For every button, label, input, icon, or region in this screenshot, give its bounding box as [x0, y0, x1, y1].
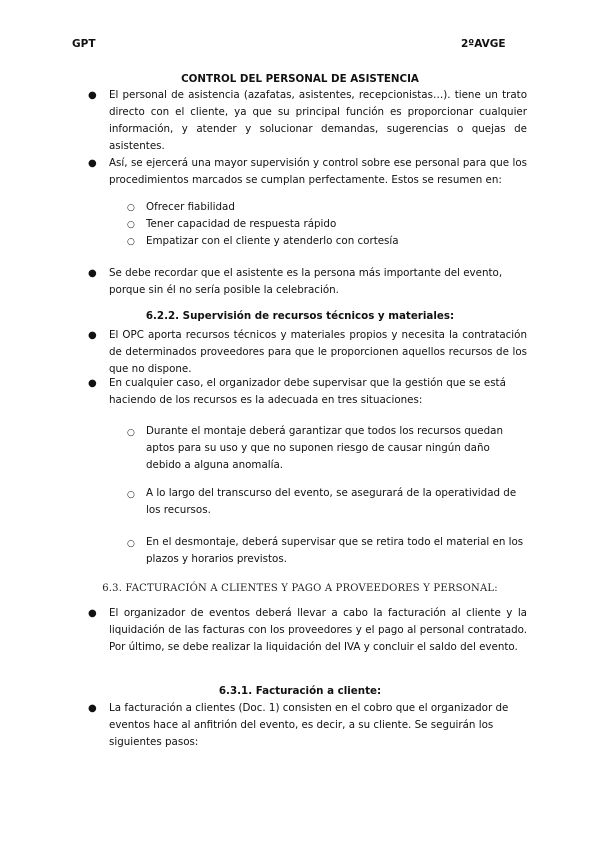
bullet-icon: ● [88, 608, 97, 619]
bullet-icon: ● [88, 90, 97, 101]
circle-bullet-icon: ○ [127, 539, 135, 549]
sub-item: Durante el montaje deberá garantizar que todos los recursos quedan aptos para su uso y que no suponen riesgo de causar ningún daño debido a alguna anomalía. [146, 425, 504, 471]
header-right: 2ºAVGE [461, 38, 506, 50]
circle-bullet-icon: ○ [127, 490, 135, 500]
sub-item: Tener capacidad de respuesta rápido [146, 218, 337, 230]
bullet-icon: ● [88, 703, 97, 714]
paragraph-personal: El personal de asistencia (azafatas, asistentes, recepcionistas…). tiene un trato directo con el cliente, ya que su principal función es proporcionar cualquier información, y atender y solucionar demandas, sugerencias o quejas de asistentes. [109, 89, 527, 152]
paragraph-gestion: En cualquier caso, el organizador debe supervisar que la gestión que se está haciendo de los recursos es la adecuada en tres situaciones: [109, 377, 506, 406]
paragraph-asistente: Se debe recordar que el asistente es la persona más importante del evento, porque sin él no sería posible la celebración. [109, 267, 503, 296]
circle-bullet-icon: ○ [127, 220, 135, 230]
bullet-icon: ● [88, 268, 97, 279]
sub-item: Ofrecer fiabilidad [146, 201, 235, 213]
paragraph-facturacion-clientes: La facturación a clientes (Doc. 1) consisten en el cobro que el organizador de eventos hace al anfitrión del evento, es decir, a su cliente. Se seguirán los siguientes pasos: [109, 702, 509, 748]
sub-item: Empatizar con el cliente y atenderlo con cortesía [146, 235, 399, 247]
section-title-control: CONTROL DEL PERSONAL DE ASISTENCIA [181, 73, 419, 85]
circle-bullet-icon: ○ [127, 428, 135, 438]
circle-bullet-icon: ○ [127, 237, 135, 247]
sub-item: A lo largo del transcurso del evento, se asegurará de la operatividad de los recursos. [146, 487, 517, 516]
paragraph-organizador: El organizador de eventos deberá llevar a cabo la facturación al cliente y la liquidación de las facturas con los proveedores y el pago al personal contratado. Por último, se debe realizar la liquidación del IVA y concluir el saldo del evento. [109, 607, 527, 653]
circle-bullet-icon: ○ [127, 203, 135, 213]
paragraph-opc: El OPC aporta recursos técnicos y materiales propios y necesita la contratación de determinados proveedores para que le proporcionen aquellos recursos de los que no dispone. [109, 329, 527, 375]
paragraph-supervision: Así, se ejercerá una mayor supervisión y control sobre ese personal para que los procedimientos marcados se cumplan perfectamente. Estos se resumen en: [109, 157, 527, 186]
bullet-icon: ● [88, 378, 97, 389]
section-title-facturacion: 6.3. FACTURACIÓN A CLIENTES Y PAGO A PROVEEDORES Y PERSONAL: [102, 583, 498, 594]
sub-item: En el desmontaje, deberá supervisar que se retira todo el material en los plazos y horarios previstos. [146, 536, 524, 565]
header-left: GPT [72, 38, 96, 50]
bullet-icon: ● [88, 158, 97, 169]
section-title-facturacion-cliente: 6.3.1. Facturación a cliente: [218, 685, 382, 697]
bullet-icon: ● [88, 330, 97, 341]
section-title-recursos: 6.2.2. Supervisión de recursos técnicos y materiales: [145, 310, 455, 322]
